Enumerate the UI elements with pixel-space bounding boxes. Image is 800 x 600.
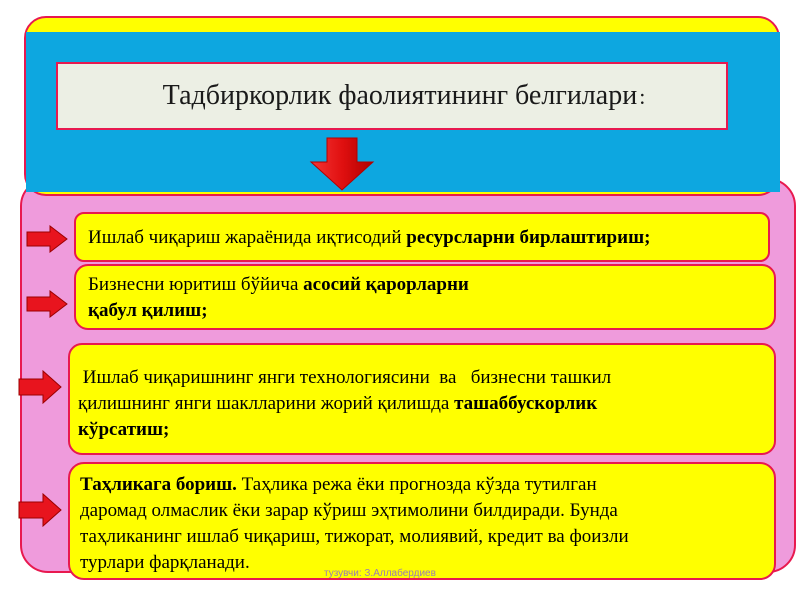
feature-item-2-bold-line2: қабул қилиш; bbox=[88, 300, 208, 321]
title-colon: : bbox=[639, 84, 646, 109]
feature-item-4-line1: Таҳлика режа ёки прогнозда кўзда тутилган bbox=[236, 474, 597, 495]
feature-item-4-line3: таҳликанинг ишлаб чиқариш, тижорат, молиявий, кредит ва фоизли bbox=[80, 526, 629, 547]
feature-item-2-bold-line1: асосий қарорларни bbox=[303, 274, 469, 295]
title-box bbox=[56, 62, 728, 130]
feature-item-3-line2: қилишнинг янги шаклларини жорий қилишда bbox=[78, 393, 455, 414]
feature-item-2-text: Бизнесни юритиш бўйича bbox=[88, 274, 304, 295]
feature-item-3 bbox=[68, 343, 776, 455]
feature-item-2 bbox=[74, 264, 776, 330]
feature-item-1-text: Ишлаб чиқариш жараёнида иқтисодий bbox=[88, 227, 407, 248]
feature-item-4 bbox=[68, 462, 776, 580]
page-title bbox=[139, 80, 646, 112]
feature-item-1 bbox=[74, 212, 770, 262]
feature-item-1-bold: ресурсларни бирлаштириш; bbox=[406, 227, 651, 248]
down-arrow-icon bbox=[307, 136, 377, 192]
feature-item-4-bold: Таҳликага бориш. bbox=[80, 474, 237, 495]
title-text: Тадбиркорлик фаолиятининг белгилари bbox=[162, 80, 638, 111]
right-arrow-icon bbox=[26, 225, 68, 253]
feature-item-3-line1: Ишлаб чиқаришнинг янги технологиясини ва бизнесни ташкил bbox=[78, 367, 612, 388]
feature-item-3-bold: ташаббускорлик bbox=[454, 393, 598, 414]
author-footer: тузувчи: З.Аллабердиев bbox=[324, 568, 436, 579]
feature-item-3-bold-line3: кўрсатиш; bbox=[78, 419, 170, 440]
feature-item-4-line2: даромад олмаслик ёки зарар кўриш эҳтимолини билдиради. Бунда bbox=[80, 500, 618, 521]
right-arrow-icon bbox=[26, 290, 68, 318]
feature-item-4-line4: турлари фарқланади. bbox=[80, 552, 250, 573]
right-arrow-icon bbox=[18, 493, 62, 527]
right-arrow-icon bbox=[18, 370, 62, 404]
